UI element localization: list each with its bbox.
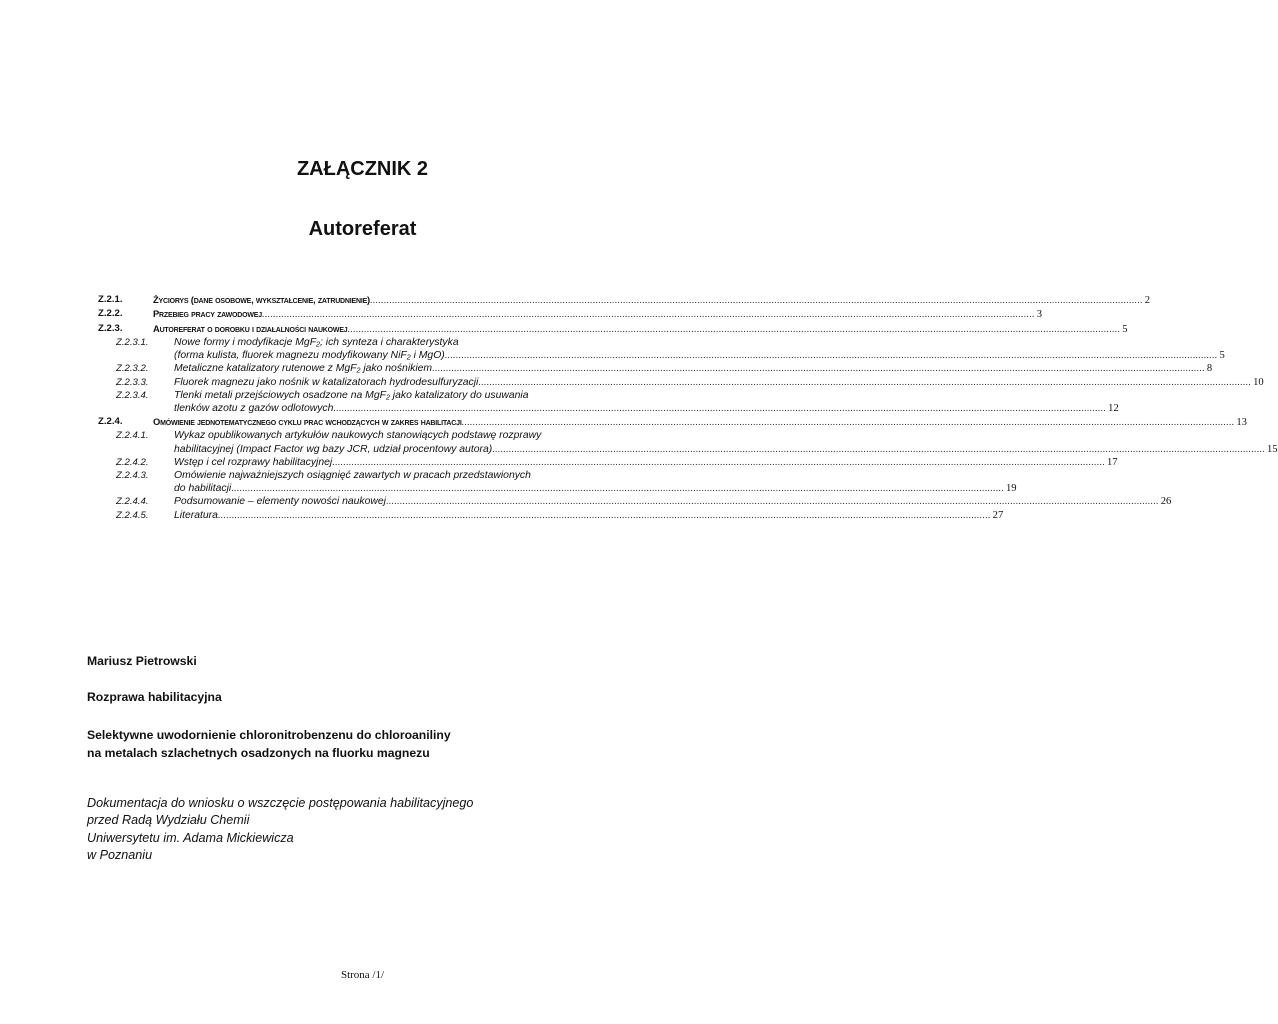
toc-entry-title: Omówienie najważniejszych osiągnięć zawartych w pracach przedstawionych	[174, 470, 531, 482]
page-number-footer: Strona /1/	[340, 969, 385, 981]
thesis-type: Rozprawa habilitacyjna	[87, 690, 222, 704]
toc-dot-leader	[333, 402, 1106, 415]
toc-entry-number: Z.2.4.2.	[116, 456, 149, 468]
thesis-title-line: na metalach szlachetnych osadzonych na fluorku magnezu	[87, 746, 430, 760]
submission-line: przed Radą Wydziału Chemii	[87, 813, 250, 828]
toc-page-number: 8	[1206, 363, 1213, 375]
toc-entry-number: Z.2.3.1.	[116, 336, 149, 348]
toc-entry-title: Życiorys (dane osobowe, wykształcenie, zatrudnienie)	[153, 294, 370, 305]
toc-dot-leader	[386, 495, 1159, 508]
toc-entry-title: Wykaz opublikowanych artykułów naukowych stanowiących podstawę rozprawy	[174, 430, 542, 442]
toc-dot-leader	[262, 307, 1035, 321]
toc-entry	[98, 362, 1213, 375]
toc-entry	[98, 456, 1118, 469]
toc-dot-leader	[478, 376, 1251, 389]
toc-dot-leader	[492, 443, 1265, 456]
toc-entry	[98, 415, 1247, 429]
toc-entry	[98, 495, 1172, 508]
toc-page-number: 13	[1236, 417, 1247, 429]
toc-entry-number: Z.2.4.1.	[116, 430, 149, 442]
toc-entry	[98, 322, 1128, 336]
toc-entry-title: Wstęp i cel rozprawy habilitacyjnej	[174, 456, 333, 468]
toc-dot-leader	[332, 456, 1105, 469]
toc-entry	[98, 336, 1225, 362]
toc-page-number: 26	[1160, 496, 1172, 508]
toc-dot-leader	[432, 362, 1205, 375]
toc-entry-number: Z.2.3.4.	[116, 389, 149, 401]
toc-page-number: 5	[1122, 323, 1128, 335]
submission-line: w Poznaniu	[87, 848, 153, 863]
toc-entry-number: Z.2.4.	[98, 416, 123, 428]
toc-page-number: 27	[992, 509, 1004, 521]
toc-entry-number: Z.2.4.3.	[116, 470, 149, 482]
toc-dot-leader	[231, 482, 1004, 495]
toc-entry	[98, 469, 1017, 495]
toc-page-number: 12	[1108, 402, 1119, 414]
toc-entry-number: Z.2.3.3.	[116, 376, 149, 388]
toc-dot-leader	[462, 415, 1235, 429]
toc-entry-number: Z.2.3.2.	[116, 363, 149, 375]
toc-entry-title: Przebieg pracy zawodowej	[153, 308, 262, 320]
toc-entry-number: Z.2.2.	[98, 308, 123, 320]
toc-page-number: 3	[1036, 309, 1042, 321]
submission-line: Dokumentacja do wniosku o wszczęcie postępowania habilitacyjnego	[87, 796, 474, 810]
toc-entry-title: Literatura	[174, 509, 218, 521]
toc-page-number: 15	[1266, 443, 1278, 455]
toc-entry-title: (forma kulista, fluorek magnezu modyfikowany NiF₂ i MgO)	[174, 350, 445, 362]
toc-page-number: 2	[1144, 295, 1151, 306]
toc-entry	[98, 293, 1151, 307]
toc-entry	[98, 389, 1119, 415]
toc-entry-title: Metaliczne katalizatory rutenowe z MgF₂ jako nośnikiem	[174, 363, 433, 375]
toc-dot-leader	[370, 293, 1143, 307]
document-title: Autoreferat	[308, 218, 417, 240]
toc-entry-title: Tlenki metali przejściowych osadzone na MgF₂ jako katalizatory do usuwania	[174, 389, 529, 401]
thesis-title-line: Selektywne uwodornienie chloronitrobenzenu do chloroaniliny	[87, 728, 451, 742]
toc-entry-title: Nowe formy i modyfikacje MgF₂; ich synteza i charakterystyka	[174, 336, 459, 348]
toc-page-number: 17	[1106, 456, 1118, 468]
toc-entry-title: tlenków azotu z gazów odlotowych	[174, 402, 334, 414]
toc-entry-title: Fluorek magnezu jako nośnik w katalizatorach hydrodesulfuryzacji	[174, 376, 479, 388]
toc-entry-title: Omówienie jednotematycznego cyklu prac wchodzących w zakres habilitacji	[153, 416, 462, 428]
toc-page-number: 19	[1005, 483, 1017, 495]
toc-entry-number: Z.2.3.	[98, 322, 123, 334]
author-name: Mariusz Pietrowski	[87, 654, 197, 668]
toc-entry-title: Autoreferat o dorobku i działalności naukowej	[153, 322, 348, 334]
toc-entry-number: Z.2.4.5.	[116, 509, 149, 521]
toc-entry-title: do habilitacji	[174, 483, 232, 495]
toc-entry	[98, 509, 1004, 522]
toc-entry	[98, 429, 1278, 455]
toc-entry-title: habilitacyjnej (Impact Factor wg bazy JCR, udział procentowy autora)	[174, 443, 493, 455]
table-of-contents	[98, 293, 1278, 522]
toc-dot-leader	[445, 349, 1218, 362]
toc-dot-leader	[218, 509, 991, 522]
toc-entry	[98, 376, 1264, 389]
toc-entry	[98, 307, 1042, 321]
submission-note	[87, 795, 647, 865]
submission-line: Uniwersytetu im. Adama Mickiewicza	[87, 830, 294, 845]
toc-dot-leader	[347, 322, 1120, 336]
toc-entry-number: Z.2.4.4.	[116, 496, 149, 508]
toc-entry-title: Podsumowanie – elementy nowości naukowej	[174, 496, 386, 508]
toc-entry-number: Z.2.1.	[98, 294, 123, 305]
annex-title: ZAŁĄCZNIK 2	[296, 158, 429, 180]
thesis-title	[87, 726, 647, 762]
toc-page-number: 5	[1219, 350, 1225, 362]
toc-page-number: 10	[1253, 376, 1264, 388]
